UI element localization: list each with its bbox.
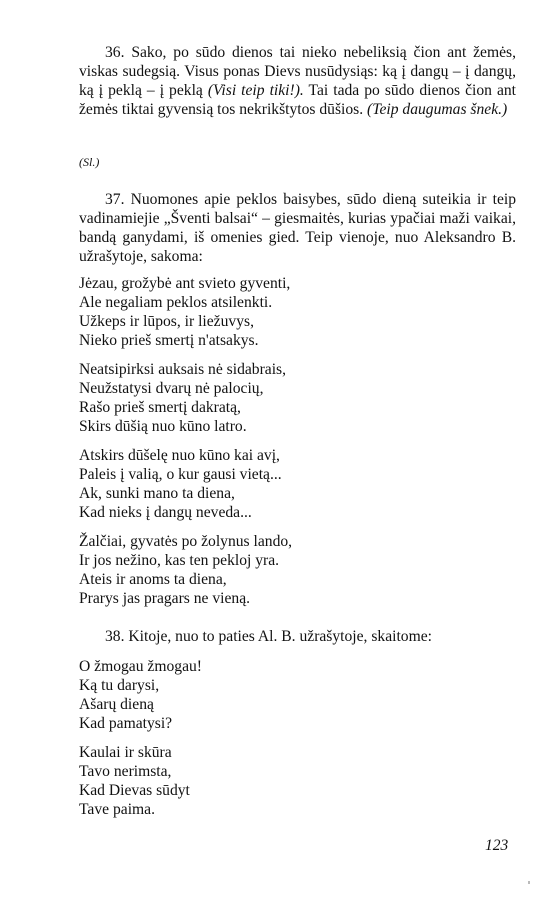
page-number: 123 — [485, 837, 509, 854]
verse-line: Neatsipirksi auksais nė sidabrais, — [79, 361, 287, 378]
verse-line: Ašarų dieną — [79, 696, 154, 714]
song-2-stanza-1 — [79, 657, 202, 733]
verse-line: Ak, sunki mano ta diena, — [79, 485, 235, 503]
paragraph-36-text-2: Tai tada po sūdo dienos čion ant žemės tiktai gyvensią tos nekrikštytos dūšios. — [79, 81, 516, 118]
verse-line: Rašo prieš smertį dakratą, — [79, 399, 241, 417]
verse-line: O žmogau žmogau! — [79, 658, 202, 675]
verse-line: Prarys jas pragars ne vieną. — [79, 590, 251, 608]
verse-line: Ale negaliam peklos atsilenkti. — [79, 294, 273, 312]
verse-line: Tavo nerimsta, — [79, 763, 172, 781]
verse-line: Atskirs dūšelę nuo kūno kai avį, — [79, 447, 280, 464]
verse-line: Kad nieks į dangų neveda... — [79, 504, 252, 522]
song-1-stanza-3 — [79, 446, 282, 522]
song-1-stanza-1 — [79, 274, 290, 350]
verse-line: Skirs dūšią nuo kūno latro. — [79, 418, 247, 436]
song-1-stanza-2 — [79, 360, 286, 436]
verse-line: Žalčiai, gyvatės po žolynus lando, — [79, 533, 293, 550]
verse-line: Nieko prieš smertį n'atsakys. — [79, 332, 259, 350]
verse-line: Ir jos nežino, kas ten pekloj yra. — [79, 552, 280, 570]
verse-line: Jėzau, grožybė ant svieto gyventi, — [79, 275, 291, 292]
scan-speck — [528, 881, 530, 884]
verse-line: Paleis į valią, o kur gausi vietą... — [79, 466, 282, 484]
paragraph-36-quote: (Visi teip tiki!). — [207, 81, 304, 99]
song-2-stanza-2 — [79, 743, 190, 819]
paragraph-36-reference: (Sl.) — [79, 155, 100, 169]
verse-line: Kaulai ir skūra — [79, 744, 172, 761]
paragraph-36 — [79, 44, 516, 120]
paragraph-37: 37. Nuomones apie peklos baisybes, sūdo dieną suteikia ir teip vadinamiejie „Šventi balsai“ – giesmaitės, kurias ypačiai maži vaikai, bandą ganydami, iš omenies gied. Teip vienoje, nuo Aleksandro B. užrašytoje, sakoma: — [79, 191, 516, 265]
verse-line: Kad Dievas sūdyt — [79, 782, 190, 800]
paragraph-36-note: (Teip daugumas šnek.) — [367, 100, 508, 118]
verse-line: Neužstatysi dvarų nė palocių, — [79, 380, 264, 398]
verse-line: Užkeps ir lūpos, ir liežuvys, — [79, 313, 254, 331]
paragraph-38: 38. Kitoje, nuo to paties Al. B. užrašytoje, skaitome: — [105, 628, 432, 645]
verse-line: Ateis ir anoms ta diena, — [79, 571, 227, 589]
song-1-stanza-4 — [79, 532, 292, 608]
paragraph-36-text: 36. Sako, po sūdo dienos tai nieko nebeliksią čion ant žemės, viskas sudegsią. Visus ponas Dievs nusūdysiąs: ką į dangų – į dangų, ką į peklą – į peklą — [79, 44, 516, 99]
verse-line: Tave paima. — [79, 801, 155, 819]
verse-line: Kad pamatysi? — [79, 715, 173, 733]
verse-line: Ką tu darysi, — [79, 677, 160, 695]
